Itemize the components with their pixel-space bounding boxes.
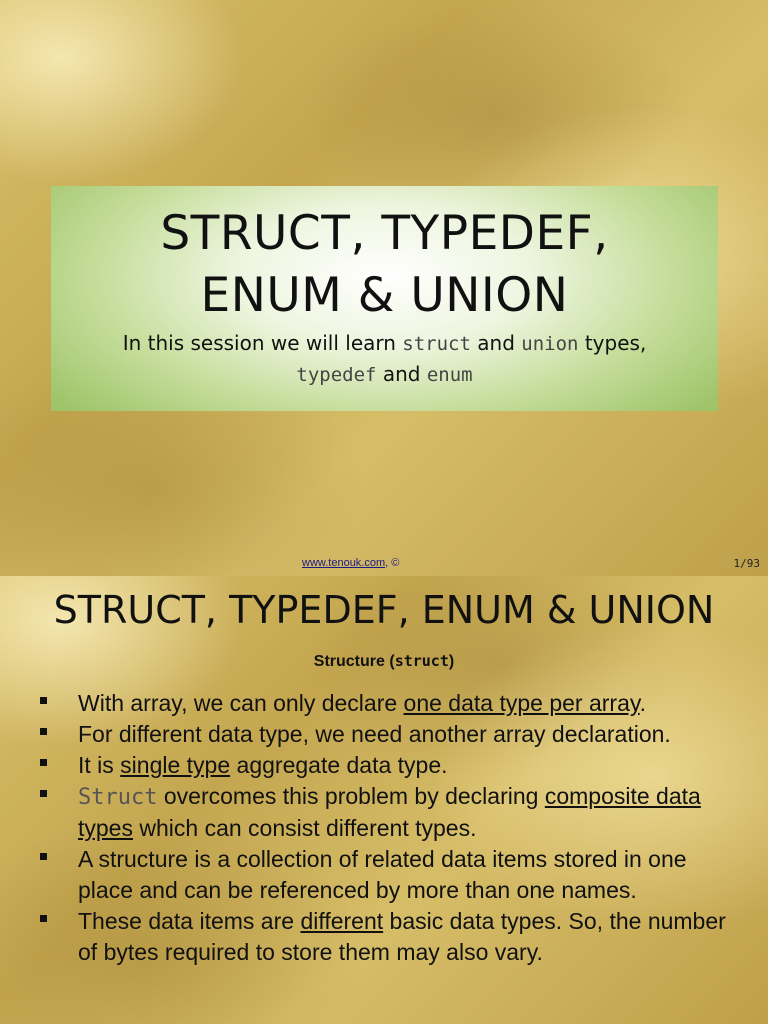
bullet-item [0,844,740,906]
bullet-text: These data items are [78,908,301,934]
slide-2 [0,576,768,1024]
bullet-list [0,688,740,968]
slide-2-title: STRUCT, TYPEDEF, ENUM & UNION [53,588,715,632]
bullet-item [0,750,740,781]
code-struct: Struct [78,785,158,810]
bullet-text: which can consist different types. [132,815,477,841]
code-struct: struct [402,333,471,355]
square-bullet-icon [40,759,47,766]
bullet-item [0,688,740,719]
slide-2-subtitle [0,652,768,671]
square-bullet-icon [40,790,47,797]
footer-link[interactable]: www.tenouk.com [302,557,386,569]
square-bullet-icon [40,853,47,860]
subtitle-text: Structure ( [313,653,395,670]
slide-title-line-1: STRUCT, TYPEDEF, [160,206,609,261]
code-typedef: typedef [296,364,377,386]
title-box [51,186,718,411]
code-struct: struct [394,652,449,670]
bullet-underlined-text: single type [120,752,231,778]
bullet-text: . [639,690,647,716]
footer [302,557,399,569]
bullet-text: A structure is a collection of related data items stored in one place and can be referenced by more than one names. [78,846,687,903]
subtitle-text: and [470,331,522,355]
subtitle-text: types, [578,331,647,355]
subtitle-text: ) [448,653,455,670]
page-number: 1/93 [733,557,760,570]
slide-title-line-2: ENUM & UNION [200,268,569,323]
square-bullet-icon [40,915,47,922]
bullet-text: It is [78,752,121,778]
square-bullet-icon [40,697,47,704]
footer-copyright: , © [385,557,400,569]
bullet-text: basic data types. So, the number of bytes required to store them may also vary. [78,908,726,965]
bullet-underlined-text: composite data types [78,783,701,841]
bullet-item [0,906,740,968]
code-enum: enum [426,364,473,386]
bullet-text: aggregate data type. [230,752,448,778]
bullet-underlined-text: one data type per array [403,690,640,716]
subtitle-text: In this session we will learn [122,331,403,355]
subtitle-text: and [376,362,427,386]
bullet-text: With array, we can only declare [78,690,404,716]
slide-subtitle [51,328,718,390]
square-bullet-icon [40,728,47,735]
bullet-item [0,781,740,844]
code-union: union [521,333,579,355]
bullet-text: For different data type, we need another array declaration. [78,721,671,747]
bullet-item [0,719,740,750]
bullet-text: overcomes this problem by declaring [157,783,545,809]
bullet-underlined-text: different [300,908,384,934]
